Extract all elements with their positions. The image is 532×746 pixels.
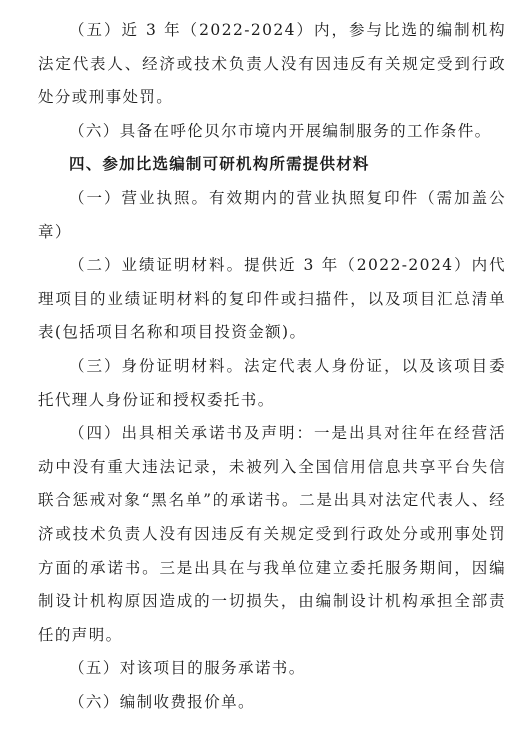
material-item-2: （二）业绩证明材料。提供近 3 年（2022-2024）内代理项目的业绩证明材料的复印件或扫描件，以及项目汇总清单表(包括项目名称和项目投资金额)。 xyxy=(38,256,506,342)
material-item-5: （五）对该项目的服务承诺书。 xyxy=(69,659,306,678)
material-item-6: （六）编制收费报价单。 xyxy=(69,692,255,711)
material-item-1: （一）营业执照。有效期内的营业执照复印件（需加盖公章） xyxy=(38,188,506,241)
paragraph-qualification-6: （六）具备在呼伦贝尔市境内开展编制服务的工作条件。 xyxy=(69,121,492,140)
material-item-3: （三）身份证明材料。法定代表人身份证，以及该项目委托代理人身份证和授权委托书。 xyxy=(38,356,506,409)
paragraph-qualification-5: （五）近 3 年（2022-2024）内，参与比选的编制机构法定代表人、经济或技术负责人没有因违反有关规定受到行政处分或刑事处罚。 xyxy=(38,21,506,107)
material-item-4: （四）出具相关承诺书及声明：一是出具对往年在经营活动中没有重大违法记录，未被列入全国信用信息共享平台失信联合惩戒对象“黑名单”的承诺书。二是出具对法定代表人、经济或技术负责人没有因违反有关规定受到行政处分或刑事处罚方面的承诺书。三是出具在与我单位建立委托服务期间，因编制设计机构原因造成的一切损失，由编制设计机构承担全部责任的声明。 xyxy=(38,424,506,644)
section-heading: 四、参加比选编制可研机构所需提供材料 xyxy=(69,155,370,174)
